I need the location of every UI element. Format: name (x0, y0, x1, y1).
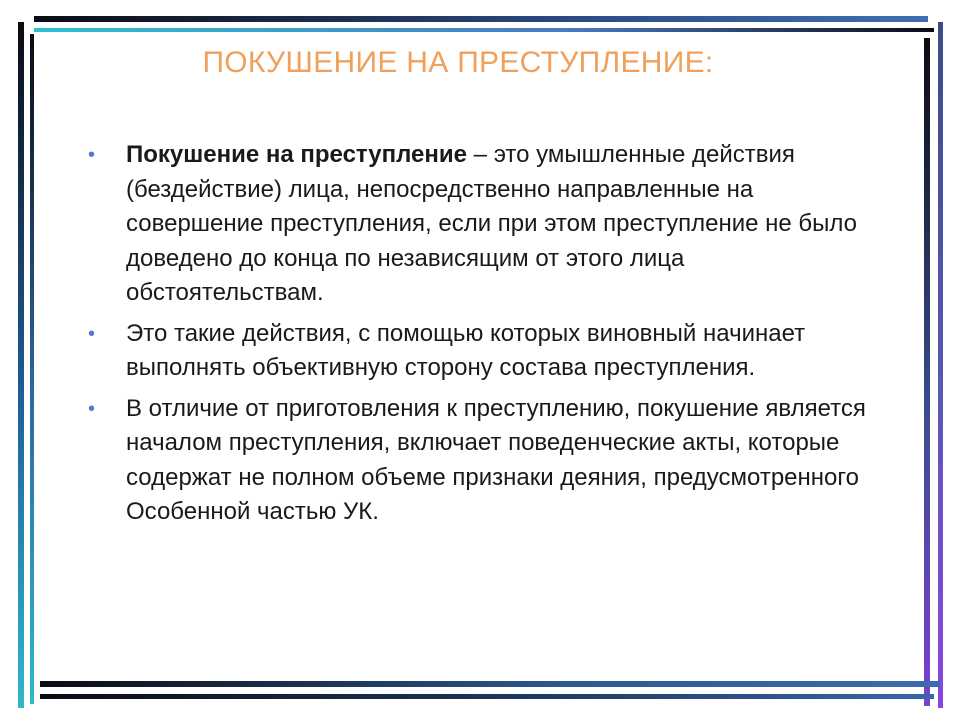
frame-top-bar (34, 16, 928, 22)
bullet-list (88, 138, 868, 536)
bullet-text: В отличие от приготовления к преступлению, покушение является началом преступления, включает поведенческие акты, которые содержат не полном объеме признаки деяния, предусмотренного Особенной частью УК. (126, 394, 866, 525)
bullet-dot-icon: • (88, 322, 96, 345)
bullet-text: Это такие действия, с помощью которых виновный начинает выполнять объективную сторону состава преступления. (126, 319, 806, 381)
bullet-dot-icon: • (88, 144, 96, 166)
frame-bottom-bar (40, 681, 940, 687)
frame-right-accent (938, 22, 943, 708)
bullet-item (88, 392, 868, 530)
slide-title: ПОКУШЕНИЕ НА ПРЕСТУПЛЕНИЕ: (202, 46, 714, 79)
frame-bottom-accent (40, 694, 934, 699)
bullet-item (88, 138, 868, 311)
term-highlight: Покушение на преступление (126, 141, 468, 168)
bullet-text: – это умышленные действия (бездействие) лица, непосредственно направленные на совершение преступления, если при этом преступление не было доведено до конца по независящим от этого лица обстоятельствам. (126, 141, 858, 306)
frame-left-bar (18, 22, 24, 708)
frame-right-bar (924, 38, 930, 706)
frame-top-accent (34, 28, 934, 32)
bullet-dot-icon: • (88, 397, 96, 420)
bullet-item (88, 317, 868, 386)
frame-left-accent (30, 34, 34, 704)
